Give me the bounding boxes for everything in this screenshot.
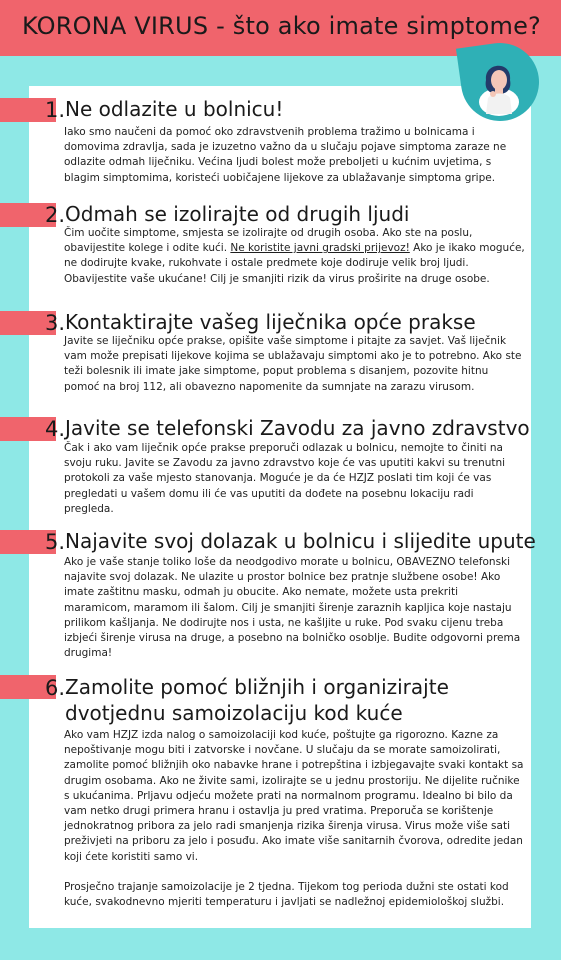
section-6-number: 6. xyxy=(45,676,66,700)
section-2-body xyxy=(64,226,526,287)
section-5-body xyxy=(64,555,526,661)
section-2-title: Odmah se izolirajte od drugih ljudi xyxy=(65,202,410,226)
section-1-text: Iako smo naučeni da pomoć oko zdravstvenih problema tražimo u bolnicama i domovima zdravlja, sada je izuzetno važno da u slučaju pojave simptoma zaraze ne odlazite odmah liječniku. Većina ljudi bolest može preboljeti u kućnim uvjetima, s blagim simptomima, koristeći uobičajene lijekove za ublažavanje simptoma gripe. xyxy=(64,126,507,184)
section-2-number: 2. xyxy=(45,203,66,227)
section-2-text xyxy=(64,226,526,287)
section-2-text-a: Čim uočite simptome, smjesta se izolirajte od drugih osoba. Ako ste na poslu, obavijestite kolege i odite kući. xyxy=(64,227,473,255)
section-1-number: 1. xyxy=(45,98,66,122)
section-2-text-underlined: Ne koristite javni gradski prijevoz! xyxy=(230,242,410,255)
section-6-text: Ako vam HZJZ izda nalog o samoizolaciji kod kuće, poštujte ga rigorozno. Kazne za nepoštivanje mogu biti i zatvorske i novčane. U slučaju da se morate samoizolirati, zamolite pomoć bližnjih oko nabavke hrane i potrepština i izbjegavajte svaki kontakt sa drugim osobama. Ako ne živite sami, izolirajte se u jednu prostoriju. Ne dijelite ručnike s ukućanima. Prljavu odjeću možete prati na normalnom programu. Idealno bi bilo da vam netko drugi primera hranu i ostavlja ju pred vratima. Preporuča se korištenje jednokratnog pribora za jelo radi smanjenja rizika širenja virusa. Virus može više sati preživjeti na priboru za jelo i posuđu. Ako imate više sanitarnih čvorova, odredite jedan koji ćete koristiti samo vi. xyxy=(64,729,524,863)
section-4-title: Javite se telefonski Zavodu za javno zdravstvo xyxy=(65,416,530,440)
section-1-body xyxy=(64,125,526,186)
section-5-title: Najavite svoj dolazak u bolnicu i slijedite upute xyxy=(65,529,536,553)
section-4-body xyxy=(64,441,526,517)
section-5-number: 5. xyxy=(45,530,66,554)
section-4-text: Čak i ako vam liječnik opće prakse preporuči odlazak u bolnicu, nemojte to činiti na svoju ruku. Javite se Zavodu za javno zdravstvo koje će vas uputiti kakvi su trenutni protokoli za vaše mjesto stanovanja. Moguće je da će HZJZ poslati tim koji će vas pregledati u vašem domu ili će vas uputiti da dođete na posebnu lokaciju radi pregleda. xyxy=(64,442,506,515)
section-1-title: Ne odlazite u bolnicu! xyxy=(65,97,284,121)
section-5-text: Ako je vaše stanje toliko loše da neodgodivo morate u bolnicu, OBAVEZNO telefonski najavite svoj dolazak. Ne ulazite u prostor bolnice bez pratnje službene osobe! Ako imate zaštitnu masku, odmah ju obucite. Ako nemate, možete usta prekriti maramicom, maramom ili šalom. Cilj je smanjiti širenje zaraznih kapljica koje nastaju prilikom kašljanja. Ne dodirujte nos i usta, ne kašljite u ruke. Pod svaku cijenu treba izbjeći širenje virusa na druge, a posebno na bolničko osoblje. Budite odgovorni prema drugima! xyxy=(64,556,521,660)
section-6-body xyxy=(64,728,526,910)
section-3-number: 3. xyxy=(45,311,66,335)
page-title: KORONA VIRUS - što ako imate simptome? xyxy=(22,12,541,40)
section-6-text-2: Prosječno trajanje samoizolacije je 2 tjedna. Tijekom tog perioda dužni ste ostati kod kuće, svakodnevno mjeriti temperaturu i javljati se nadležnoj epidemiološkoj službi. xyxy=(64,880,509,909)
section-2-text-b: Ako je ikako moguće, ne dodirujte kvake, rukohvate i ostale predmete koje dodiruje velik broj ljudi. Obavijestite vaše ukućane! Cilj je smanjiti rizik da virus proširite na druge osobe. xyxy=(64,242,525,285)
section-3-text: Javite se liječniku opće prakse, opišite vaše simptome i pitajte za savjet. Vaš liječnik vam može prepisati lijekove kojima se ublažavaju simptomi ako je to potrebno. Ako ste teži bolesnik ili imate jake simptome, poput problema s disanjem, pozovite hitnu pomoć na broj 112, ali obavezno napomenite da sumnjate na zarazu virusom. xyxy=(64,335,522,393)
section-6-title-line-1: Zamolite pomoć bližnjih i organizirajte xyxy=(65,675,449,699)
section-3-body xyxy=(64,334,526,395)
section-6-title-line-2: dvotjednu samoizolaciju kod kuće xyxy=(65,701,403,725)
section-3-title: Kontaktirajte vašeg liječnika opće prakse xyxy=(65,310,476,334)
sick-woman-icon xyxy=(466,50,532,116)
section-4-number: 4. xyxy=(45,417,66,441)
